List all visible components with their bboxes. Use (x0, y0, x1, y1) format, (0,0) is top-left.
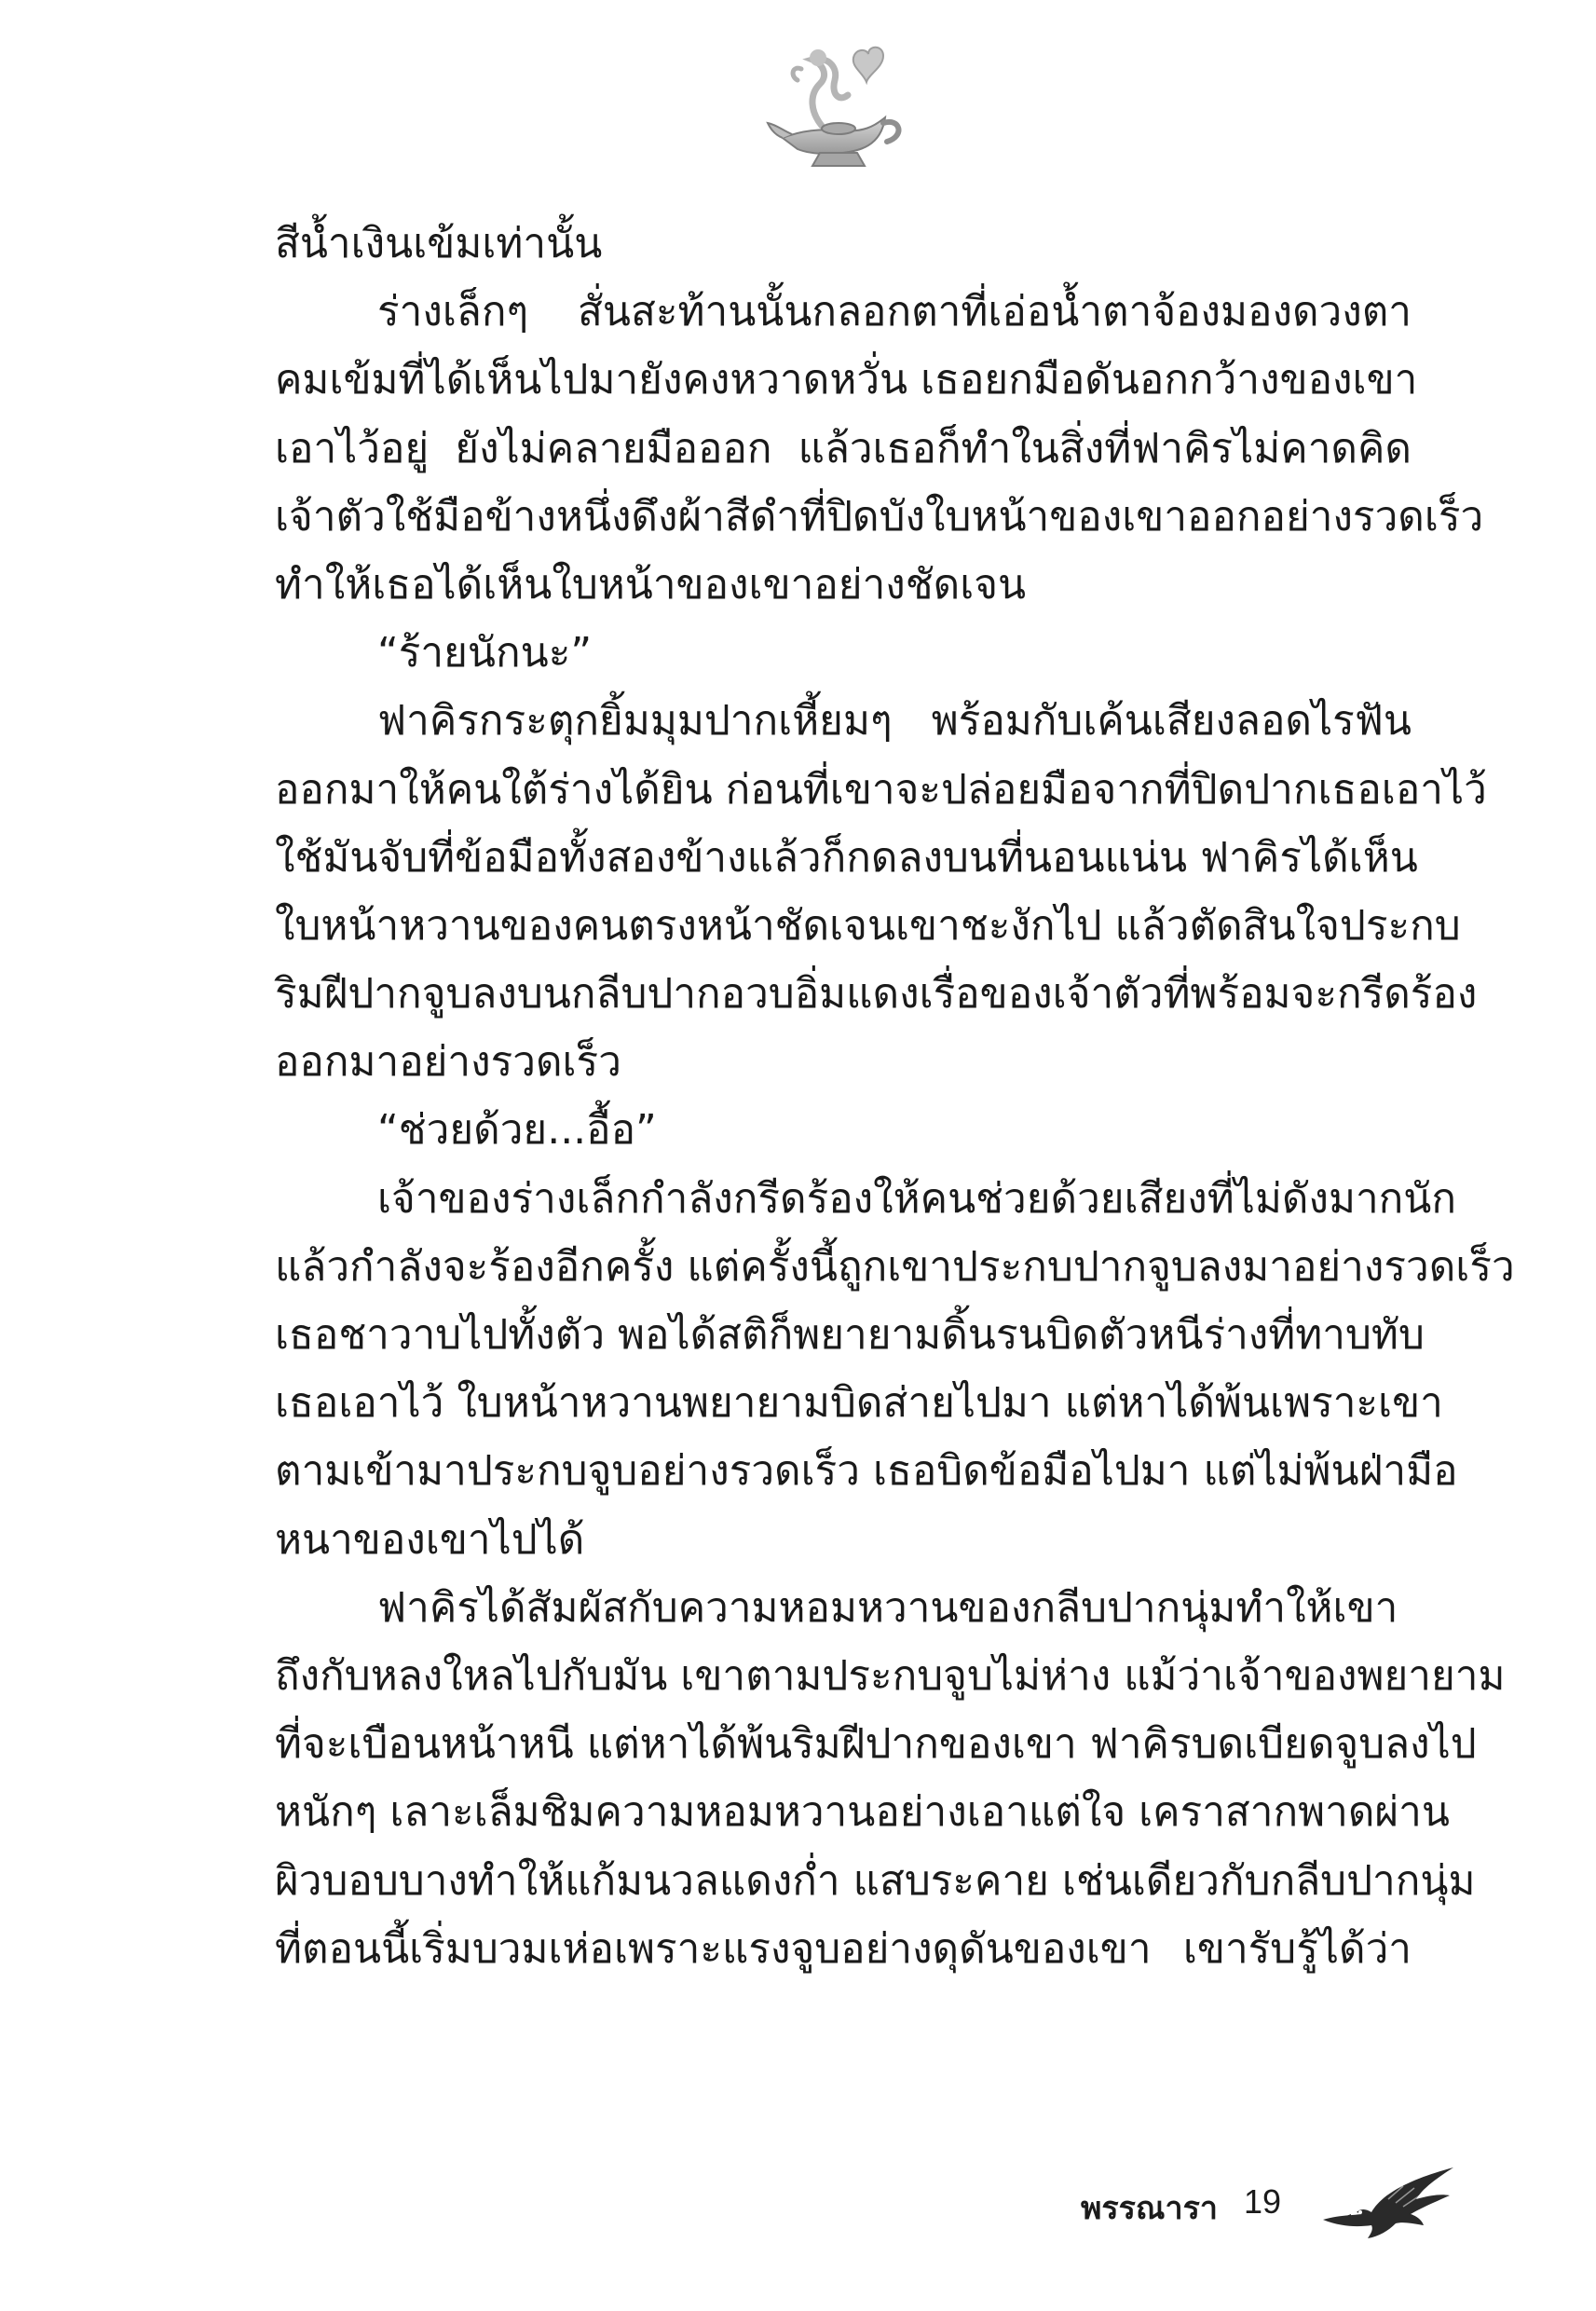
text-line: ที่จะเบือนหน้าหนี แต่หาได้พ้นริมฝีปากของเขา ฟาคิรบดเบียดจูบลงไป (275, 1720, 1477, 1769)
text-line: ฟาคิรกระตุกยิ้มมุมปากเหี้ยมๆ พร้อมกับเค้นเสียงลอดไรฟัน (377, 697, 1412, 745)
text-line: เธอชาวาบไปทั้งตัว พอได้สติก็พยายามดิ้นรนบิดตัวหนีร่างที่ทาบทับ (275, 1311, 1425, 1359)
text-line: เจ้าของร่างเล็กกำลังกรีดร้องให้คนช่วยด้วยเสียงที่ไม่ดังมากนัก (377, 1174, 1457, 1223)
text-line: ตามเข้ามาประกบจูบอย่างรวดเร็ว เธอบิดข้อมือไปมา แต่ไม่พ้นฝ่ามือ (275, 1447, 1458, 1496)
text-line: หนาของเขาไปได้ (275, 1515, 585, 1564)
text-line: ออกมาอย่างรวดเร็ว (275, 1038, 621, 1087)
genie-lamp-icon (764, 37, 913, 177)
text-line: เจ้าตัวใช้มือข้างหนึ่งดึงผ้าสีดำที่ปิดบังใบหน้าของเขาออกอย่างรวดเร็ว (275, 492, 1484, 540)
text-line: หนักๆ เลาะเล็มชิมความหอมหวานอย่างเอาแต่ใจ เคราสากพาดผ่าน (275, 1788, 1450, 1837)
text-line: “ร้ายนักนะ” (377, 629, 593, 677)
text-line: ใช้มันจับที่ข้อมือทั้งสองข้างแล้วก็กดลงบนที่นอนแน่น ฟาคิรได้เห็น (275, 833, 1418, 882)
text-line: ออกมาให้คนใต้ร่างได้ยิน ก่อนที่เขาจะปล่อยมือจากที่ปิดปากเธอเอาไว้ (275, 765, 1487, 814)
text-line: ร่างเล็กๆ สั่นสะท้านนั้นกลอกตาที่เอ่อน้ำตาจ้องมองดวงตา (377, 288, 1412, 336)
text-line: เธอเอาไว้ ใบหน้าหวานพยายามบิดส่ายไปมา แต่หาได้พ้นเพราะเขา (275, 1379, 1443, 1428)
page-footer (1044, 2162, 1463, 2264)
body-text (275, 210, 1515, 1983)
text-line: คมเข้มที่ได้เห็นไปมายังคงหวาดหวั่น เธอยกมือดันอกกว้างของเขา (275, 356, 1418, 404)
text-line: ใบหน้าหวานของคนตรงหน้าชัดเจนเขาชะงักไป แล้วตัดสินใจประกบ (275, 901, 1461, 950)
text-line: ถึงกับหลงใหลไปกับมัน เขาตามประกบจูบไม่ห่าง แม้ว่าเจ้าของพยายาม (275, 1651, 1506, 1700)
text-line: “ช่วยด้วย...อื้อ” (377, 1106, 657, 1155)
text-line: เอาไว้อยู่ ยังไม่คลายมือออก แล้วเธอก็ทำในสิ่งที่ฟาคิรไม่คาดคิด (275, 424, 1412, 472)
book-title: พรรณารา (1081, 2190, 1218, 2227)
text-line: สีน้ำเงินเข้มเท่านั้น (275, 220, 603, 267)
text-line: ริมฝีปากจูบลงบนกลีบปากอวบอิ่มแดงเรื่อของเจ้าตัวที่พร้อมจะกรีดร้อง (275, 970, 1478, 1019)
page-number: 19 (1244, 2182, 1282, 2221)
text-line: ทำให้เธอได้เห็นใบหน้าของเขาอย่างชัดเจน (275, 560, 1027, 609)
text-line: ฟาคิรได้สัมผัสกับความหอมหวานของกลีบปากนุ่มทำให้เขา (377, 1583, 1398, 1632)
text-line: ผิวบอบบางทำให้แก้มนวลแดงก่ำ แสบระคาย เช่นเดียวกับกลีบปากนุ่ม (275, 1856, 1476, 1905)
text-line: แล้วกำลังจะร้องอีกครั้ง แต่ครั้งนี้ถูกเขาประกบปากจูบลงมาอย่างรวดเร็ว (275, 1242, 1515, 1291)
text-line: ที่ตอนนี้เริ่มบวมเห่อเพราะแรงจูบอย่างดุดันของเขา เขารับรู้ได้ว่า (275, 1924, 1412, 1973)
eagle-icon (1314, 2162, 1463, 2255)
